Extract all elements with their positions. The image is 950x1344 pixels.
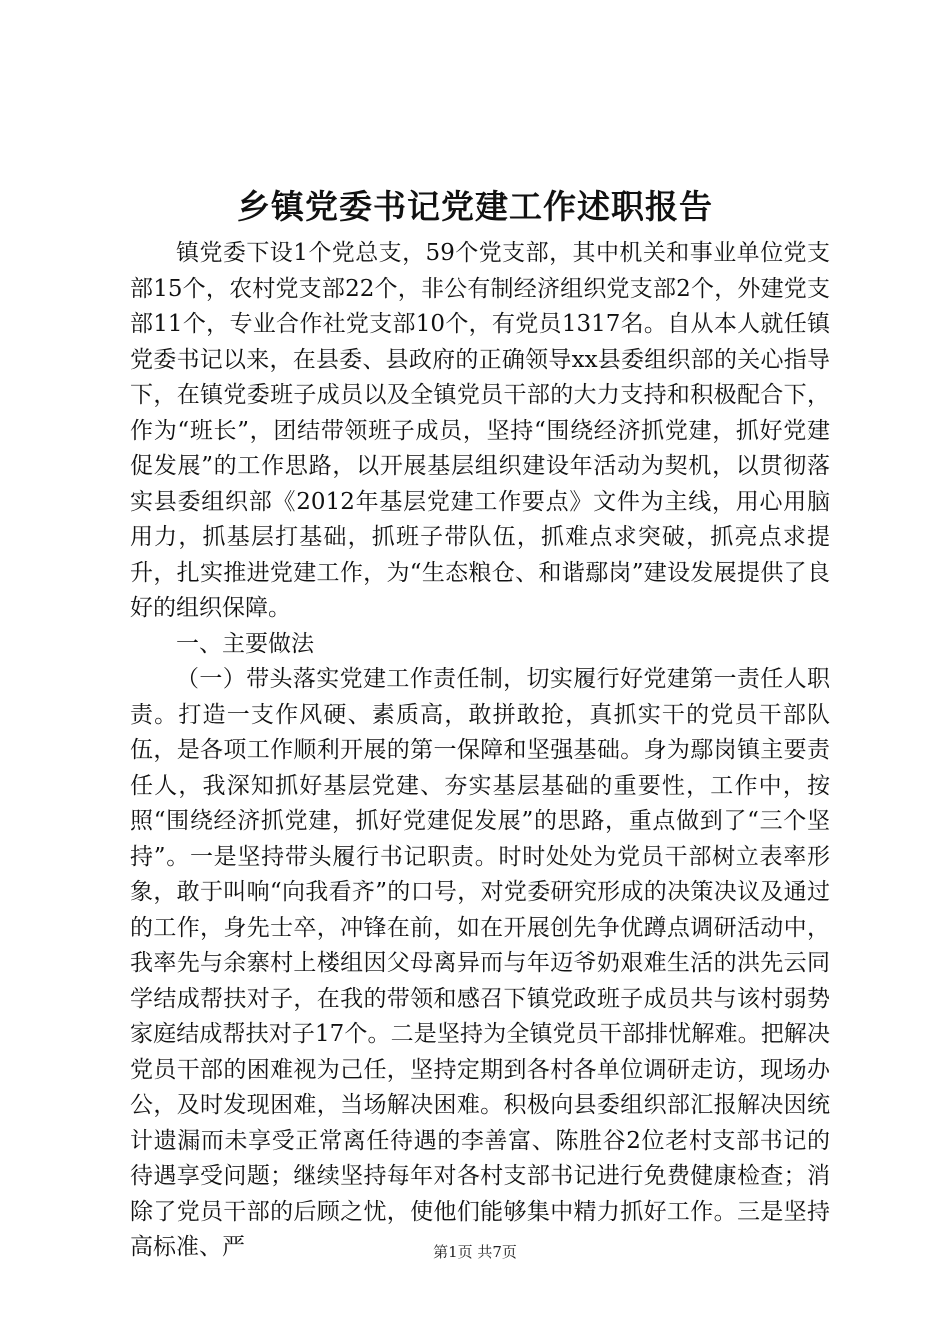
document-body [130,236,830,1266]
paragraph-intro: 镇党委下设1个党总支，59个党支部，其中机关和事业单位党支部15个，农村党支部22个，非公有制经济组织党支部2个，外建党支部11个，专业合作社党支部10个，有党员1317名。自从本人就任镇党委书记以来，在县委、县政府的正确领导xx县委组织部的关心指导下，在镇党委班子成员以及全镇党员干部的大力支持和积极配合下，作为“班长”，团结带领班子成员，坚持“围绕经济抓党建，抓好党建促发展”的工作思路，以开展基层组织建设年活动为契机，以贯彻落实县委组织部《2012年基层党建工作要点》文件为主线，用心用脑用力，抓基层打基础，抓班子带队伍，抓难点求突破，抓亮点求提升，扎实推进党建工作，为“生态粮仓、和谐鄢岗”建设发展提供了良好的组织保障。 [130,240,830,621]
paragraph-practice-one: （一）带头落实党建工作责任制，切实履行好党建第一责任人职责。打造一支作风硬、素质高，敢拼敢抢，真抓实干的党员干部队伍，是各项工作顺利开展的第一保障和坚强基础。身为鄢岗镇主要责任人，我深知抓好基层党建、夯实基层基础的重要性，工作中，按照“围绕经济抓党建，抓好党建促发展”的思路，重点做到了“三个坚持”。一是坚持带头履行书记职责。时时处处为党员干部树立表率形象，敢于叫响“向我看齐”的口号，对党委研究形成的决策决议及通过的工作，身先士卒，冲锋在前，如在开展创先争优蹲点调研活动中，我率先与余寨村上楼组因父母离异而与年迈爷奶艰难生活的洪先云同学结成帮扶对子，在我的带领和感召下镇党政班子成员共与该村弱势家庭结成帮扶对子17个。二是坚持为全镇党员干部排忧解难。把解决党员干部的困难视为己任，坚持定期到各村各单位调研走访，现场办公，及时发现困难，当场解决困难。积极向县委组织部汇报解决因统计遗漏而未享受正常离任待遇的李善富、陈胜谷2位老村支部书记的待遇享受问题；继续坚持每年对各村支部书记进行免费健康检查；消除了党员干部的后顾之忧，使他们能够集中精力抓好工作。三是坚持高标准、严 [130,666,830,1260]
section-heading-main-practices: 一、主要做法 [176,630,314,657]
document-title: 乡镇党委书记党建工作述职报告 [237,187,713,226]
page-number-footer: 第1页 共7页 [433,1243,517,1261]
